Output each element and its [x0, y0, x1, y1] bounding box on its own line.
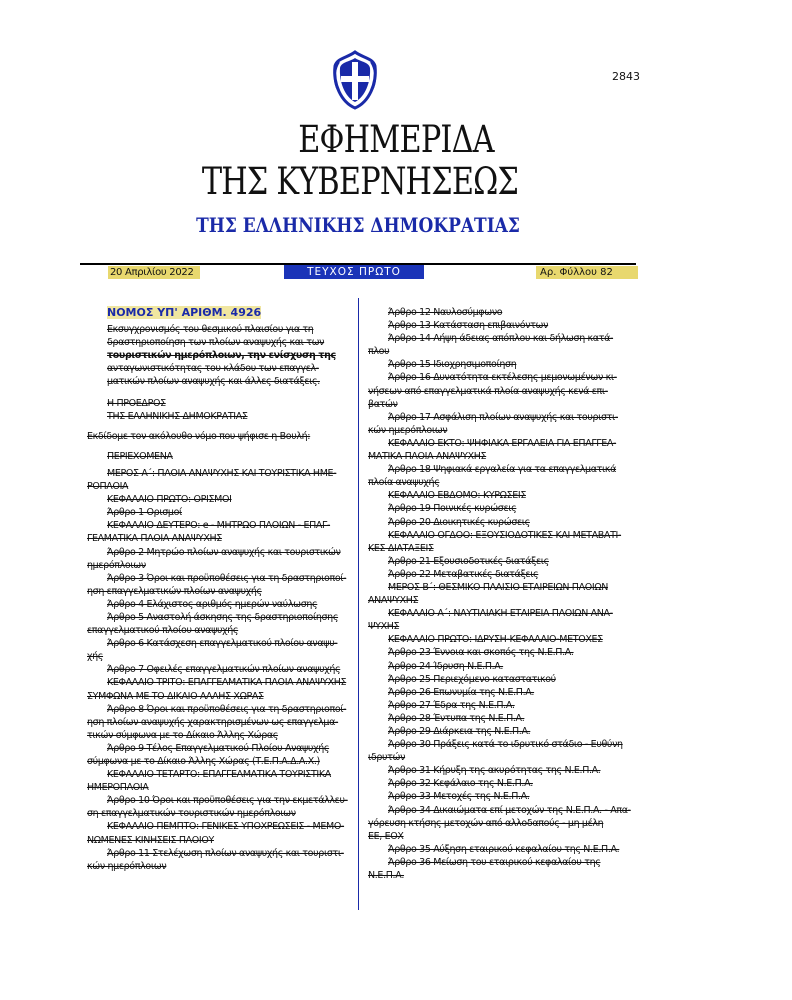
- toc-entry: [368, 764, 638, 777]
- toc-entry: [368, 607, 638, 633]
- toc-entry: [368, 686, 638, 699]
- column-divider: [358, 298, 359, 910]
- toc-entry: [368, 856, 638, 882]
- toc-entry-line: Άρθρο 7 Οφειλές επαγγελματικών πλοίων αναψυχής: [107, 664, 341, 676]
- toc-entry: [368, 319, 638, 332]
- masthead-title-line1: ΕΦΗΜΕΡΙΔΑ: [298, 118, 494, 161]
- toc-entry-line: Ν.Ε.Π.Α.: [368, 870, 405, 882]
- toc-entry-line: Άρθρο 11 Στελέχωση πλοίων αναψυχής και τουριστι-: [107, 847, 344, 859]
- toc-entry-line: χής: [87, 651, 104, 663]
- toc-entry-line: Άρθρο 12 Ναυλοσύμφωνο: [388, 307, 503, 318]
- toc-entry-line: ΚΕΦΑΛΑΙΟ ΕΚΤΟ: ΨΗΦΙΑΚΑ ΕΡΓΑΛΕΙΑ ΓΙΑ ΕΠΑΓΓΕΛ-: [388, 437, 617, 449]
- toc-entry: [368, 463, 638, 489]
- promulgation-text: Εκδίδομε τον ακόλουθο νόμο που ψήφισε η Βουλή:: [87, 430, 311, 442]
- toc-entry: [87, 611, 353, 637]
- toc-entry-line: Άρθρο 3 Όροι και προϋποθέσεις για τη δραστηριοποί-: [107, 572, 347, 584]
- toc-entry: [87, 847, 353, 873]
- toc-entry: [87, 794, 353, 820]
- issue-label: ΤΕΥΧΟΣ ΠΡΩΤΟ: [284, 265, 424, 279]
- toc-entry-line: Άρθρο 27 Έδρα της Ν.Ε.Π.Α.: [388, 699, 515, 711]
- toc-entry-line: ΣΥΜΦΩΝΑ ΜΕ ΤΟ ΔΙΚΑΙΟ ΑΛΛΗΣ ΧΩΡΑΣ: [87, 690, 264, 702]
- toc-entry: [368, 437, 638, 463]
- toc-entry-line: Άρθρο 32 Κεφάλαιο της Ν.Ε.Π.Α.: [388, 778, 533, 790]
- toc-entry-line: Άρθρο 24 Ίδρυση Ν.Ε.Π.Α.: [388, 660, 504, 672]
- toc-entry: [368, 699, 638, 712]
- toc-entry-line: ΕΕ, ΕΟΧ: [368, 830, 404, 842]
- toc-entry-line: Άρθρο 8 Όροι και προϋποθέσεις για τη δραστηριοποί-: [107, 703, 347, 715]
- toc-entry: [368, 790, 638, 803]
- toc-entry: [368, 516, 638, 529]
- toc-entry-line: ηση επαγγελματικών πλοίων αναψυχής: [87, 585, 262, 597]
- toc-entry: [368, 568, 638, 581]
- toc-entry-line: ΝΩΜΕΝΕΣ ΚΙΝΗΣΕΙΣ ΠΛΟΙΟΥ: [87, 834, 214, 846]
- toc-entry-line: Άρθρο 23 Έννοια και σκοπός της Ν.Ε.Π.Α.: [388, 647, 574, 659]
- toc-entry-line: ΚΕΦΑΛΑΙΟ ΠΡΩΤΟ: ΙΔΡΥΣΗ-ΚΕΦΑΛΑΙΟ-ΜΕΤΟΧΕΣ: [388, 634, 603, 646]
- toc-entry-line: ηση πλοίων αναψυχής χαρακτηρισμένων ως επαγγελμα-: [87, 716, 339, 728]
- toc-entry: [87, 637, 353, 663]
- toc-entry-line: Άρθρο 5 Αναστολή άσκησης της δραστηριοποίησης: [107, 611, 339, 623]
- toc-entry-line: ΚΕΦΑΛΑΙΟ ΕΒΔΟΜΟ: ΚΥΡΩΣΕΙΣ: [388, 490, 526, 502]
- toc-entry: [368, 646, 638, 659]
- toc-entry-line: ΨΥΧΗΣ: [368, 621, 400, 633]
- toc-entry-line: Άρθρο 9 Τέλος Επαγγελματικού Πλοίου Αναψυχής: [107, 742, 330, 754]
- toc-entry: [368, 712, 638, 725]
- toc-entry-line: Άρθρο 15 Ιδιοχρησιμοποίηση: [388, 359, 517, 371]
- toc-entry-line: ΚΕΦΑΛΑΙΟ Α΄: ΝΑΥΤΙΛΙΑΚΗ ΕΤΑΙΡΕΙΑ ΠΛΟΙΩΝ ΑΝΑ-: [388, 608, 613, 620]
- toc-entry-line: Άρθρο 34 Δικαιώματα επί μετοχών της Ν.Ε.Π.Α. - Απα-: [388, 804, 631, 816]
- toc-entry-line: ΚΕΦΑΛΑΙΟ ΔΕΥΤΕΡΟ: e - ΜΗΤΡΩΟ ΠΛΟΙΩΝ - ΕΠΑΓ-: [107, 520, 331, 532]
- toc-entry-line: Άρθρο 4 Ελάχιστος αριθμός ημερών ναύλωσης: [107, 598, 318, 610]
- toc-entry-line: ΚΕΦΑΛΑΙΟ ΠΡΩΤΟ: ΟΡΙΣΜΟΙ: [107, 494, 232, 506]
- toc-entry: [368, 725, 638, 738]
- toc-entry-line: ΚΕΣ ΔΙΑΤΑΞΕΙΣ: [368, 542, 434, 554]
- toc-entry-line: Άρθρο 2 Μητρώο πλοίων αναψυχής και τουριστικών: [107, 546, 341, 558]
- toc-entry-line: Άρθρο 36 Μείωση του εταιρικού κεφαλαίου της: [388, 856, 601, 868]
- toc-entry: [87, 546, 353, 572]
- toc-entry-line: ση επαγγελματικών τουριστικών ημερόπλοιων: [87, 808, 296, 820]
- masthead-subtitle: ΤΗΣ ΕΛΛΗΝΙΚΗΣ ΔΗΜΟΚΡΑΤΙΑΣ: [196, 213, 520, 237]
- toc-entry: [368, 843, 638, 856]
- toc-entry: [87, 820, 353, 846]
- toc-entry-line: ΚΕΦΑΛΑΙΟ ΠΕΜΠΤΟ: ΓΕΝΙΚΕΣ ΥΠΟΧΡΕΩΣΕΙΣ - ΜΕΜΟ-: [107, 821, 345, 833]
- toc-entry-line: ΚΕΦΑΛΑΙΟ ΟΓΔΟΟ: ΕΞΟΥΣΙΟΔΟΤΙΚΕΣ ΚΑΙ ΜΕΤΑΒΑΤΙ-: [388, 529, 622, 541]
- toc-entry-line: ΜΑΤΙΚΑ ΠΛΟΙΑ ΑΝΑΨΥΧΗΣ: [368, 451, 487, 463]
- contents-heading: ΠΕΡΙΕΧΟΜΕΝΑ: [107, 450, 173, 462]
- toc-entry-line: κών ημερόπλοιων: [87, 860, 167, 872]
- sheet-number: Αρ. Φύλλου 82: [536, 266, 638, 279]
- law-title: ΝΟΜΟΣ ΥΠ' ΑΡΙΘΜ. 4926: [107, 306, 262, 319]
- toc-entry: [87, 663, 353, 676]
- toc-entry-line: Άρθρο 29 Διάρκεια της Ν.Ε.Π.Α.: [388, 726, 531, 737]
- toc-entry: [368, 358, 638, 371]
- toc-entry: [368, 581, 638, 607]
- toc-entry: [87, 768, 353, 794]
- toc-entry: [87, 467, 353, 493]
- toc-entry: [368, 633, 638, 646]
- toc-entry-line: ΚΕΦΑΛΑΙΟ ΤΕΤΑΡΤΟ: ΕΠΑΓΓΕΛΜΑΤΙΚΑ ΤΟΥΡΙΣΤΙΚΑ: [107, 769, 331, 781]
- toc-entry-line: Άρθρο 16 Δυνατότητα εκτέλεσης μεμονωμένων κι-: [388, 372, 617, 384]
- toc-entry-line: ΗΜΕΡΟΠΛΟΙΑ: [87, 782, 149, 794]
- president-subtitle: ΤΗΣ ΕΛΛΗΝΙΚΗΣ ΔΗΜΟΚΡΑΤΙΑΣ: [107, 410, 248, 422]
- page-number: 2843: [612, 70, 640, 83]
- toc-entry-line: Άρθρο 14 Λήψη άδειας απόπλου και δήλωση κατά-: [388, 333, 614, 345]
- left-column: [87, 306, 353, 873]
- issue-date: 20 Απριλίου 2022: [108, 266, 200, 279]
- toc-entry: [368, 332, 638, 358]
- toc-entry-line: κών ημερόπλοιων: [368, 424, 448, 436]
- toc-entry-line: ΚΕΦΑΛΑΙΟ ΤΡΙΤΟ: ΕΠΑΓΓΕΛΜΑΤΙΚΑ ΠΛΟΙΑ ΑΝΑΨΥΧΗΣ: [107, 677, 347, 689]
- toc-entry-line: Άρθρο 33 Μετοχές της Ν.Ε.Π.Α.: [388, 791, 530, 803]
- toc-entry-line: Άρθρο 6 Κατάσχεση επαγγελματικού πλοίου αναψυ-: [107, 638, 338, 650]
- law-description: Εκσυγχρονισμός του θεσμικού πλαισίου για τη δραστηριοποίηση των πλοίων αναψυχής και των τουριστικών ημερόπλοιων, την ενίσχυση της ανταγωνιστικότητας του κλάδου των επαγγελ- ματικών πλοίων αναψυχής και άλλες διατάξεις.: [107, 324, 336, 388]
- toc-entry-line: τικών σύμφωνα με το Δίκαιο Άλλης Χώρας: [87, 729, 279, 741]
- toc-entry-line: Άρθρο 13 Κατάσταση επιβαινόντων: [388, 320, 549, 332]
- toc-entry-line: σύμφωνα με το Δίκαιο Άλλης Χώρας (Τ.Ε.Π.Α.Δ.Α.Χ.): [87, 756, 320, 767]
- toc-entry: [368, 804, 638, 843]
- toc-entry: [368, 555, 638, 568]
- toc-entry-line: Άρθρο 31 Κήρυξη της ακυρότητας της Ν.Ε.Π.Α.: [388, 765, 601, 777]
- greek-coat-of-arms-icon: [329, 48, 381, 112]
- toc-entry-line: Άρθρο 17 Ασφάλιση πλοίων αναψυχής και τουριστι-: [388, 411, 618, 423]
- toc-entry: [368, 529, 638, 555]
- toc-entry: [87, 676, 353, 702]
- toc-entry: [368, 738, 638, 764]
- toc-entry-line: ΡΟΠΛΟΙΑ: [87, 481, 129, 493]
- masthead-title-line2: ΤΗΣ ΚΥΒΕΡΝΗΣΕΩΣ: [201, 160, 519, 203]
- toc-entry-line: Άρθρο 25 Περιεχόμενο καταστατικού: [388, 673, 556, 685]
- toc-entry: [87, 703, 353, 742]
- toc-entry-line: Άρθρο 21 Εξουσιοδοτικές διατάξεις: [388, 555, 549, 567]
- toc-entry: [368, 489, 638, 502]
- toc-entry-line: πλοία αναψυχής: [368, 477, 440, 489]
- toc-entry: [368, 777, 638, 790]
- toc-entry-line: Άρθρο 22 Μεταβατικές διατάξεις: [388, 568, 539, 580]
- toc-entry-line: Άρθρο 35 Αύξηση εταιρικού κεφαλαίου της Ν.Ε.Π.Α.: [388, 843, 620, 855]
- toc-entry-line: βατών: [368, 398, 398, 410]
- toc-entry-line: ΜΕΡΟΣ Α΄: ΠΛΟΙΑ ΑΝΑΨΥΧΗΣ ΚΑΙ ΤΟΥΡΙΣΤΙΚΑ ΗΜΕ-: [107, 467, 337, 479]
- toc-entry: [368, 371, 638, 410]
- toc-entry: [87, 519, 353, 545]
- toc-entry-line: ΑΝΑΨΥΧΗΣ: [368, 595, 419, 607]
- right-column: [368, 306, 638, 882]
- toc-entry-line: Άρθρο 30 Πράξεις κατά το ιδρυτικό στάδιο - Ευθύνη: [388, 739, 623, 751]
- toc-entry: [87, 598, 353, 611]
- toc-entry-line: Άρθρο 26 Επωνυμία της Ν.Ε.Π.Α.: [388, 686, 535, 698]
- president-title: Η ΠΡΟΕΔΡΟΣ: [107, 397, 166, 409]
- toc-entry: [368, 411, 638, 437]
- toc-entry-line: ΜΕΡΟΣ Β΄: ΘΕΣΜΙΚΟ ΠΛΑΙΣΙΟ ΕΤΑΙΡΕΙΩΝ ΠΛΟΙΩΝ: [388, 581, 608, 593]
- toc-entry-line: νήσεων από επαγγελματικά πλοία αναψυχής κενά επι-: [368, 385, 608, 397]
- toc-entry-line: ΓΕΛΜΑΤΙΚΑ ΠΛΟΙΑ ΑΝΑΨΥΧΗΣ: [87, 533, 222, 545]
- toc-entry: [368, 306, 638, 319]
- toc-entry-line: επαγγελματικού πλοίου αναψυχής: [87, 625, 239, 637]
- toc-entry-line: Άρθρο 28 Έντυπα της Ν.Ε.Π.Α.: [388, 712, 525, 724]
- toc-entry: [87, 493, 353, 506]
- toc-entry: [87, 572, 353, 598]
- toc-entry-line: Άρθρο 20 Διοικητικές κυρώσεις: [388, 516, 530, 528]
- toc-entry-line: ιδρυτών: [368, 752, 406, 764]
- toc-entry-line: Άρθρο 19 Ποινικές κυρώσεις: [388, 503, 517, 515]
- toc-entry-line: ημερόπλοιων: [87, 559, 146, 571]
- toc-entry: [87, 506, 353, 519]
- toc-entry: [368, 502, 638, 515]
- toc-entry: [87, 742, 353, 768]
- toc-entry-line: Άρθρο 18 Ψηφιακά εργαλεία για τα επαγγελματικά: [388, 464, 617, 476]
- toc-entry: [368, 660, 638, 673]
- toc-entry-line: πλου: [368, 346, 390, 358]
- toc-entry-line: Άρθρο 10 Όροι και προϋποθέσεις για την εκμετάλλευ-: [107, 795, 348, 807]
- toc-entry-line: Άρθρο 1 Ορισμοί: [107, 507, 182, 519]
- toc-right-list: [368, 306, 638, 882]
- toc-entry: [368, 673, 638, 686]
- toc-entry-line: γόρευση κτήσης μετοχών από αλλοδαπούς - μη μέλη: [368, 817, 604, 829]
- toc-left-list: [87, 467, 353, 873]
